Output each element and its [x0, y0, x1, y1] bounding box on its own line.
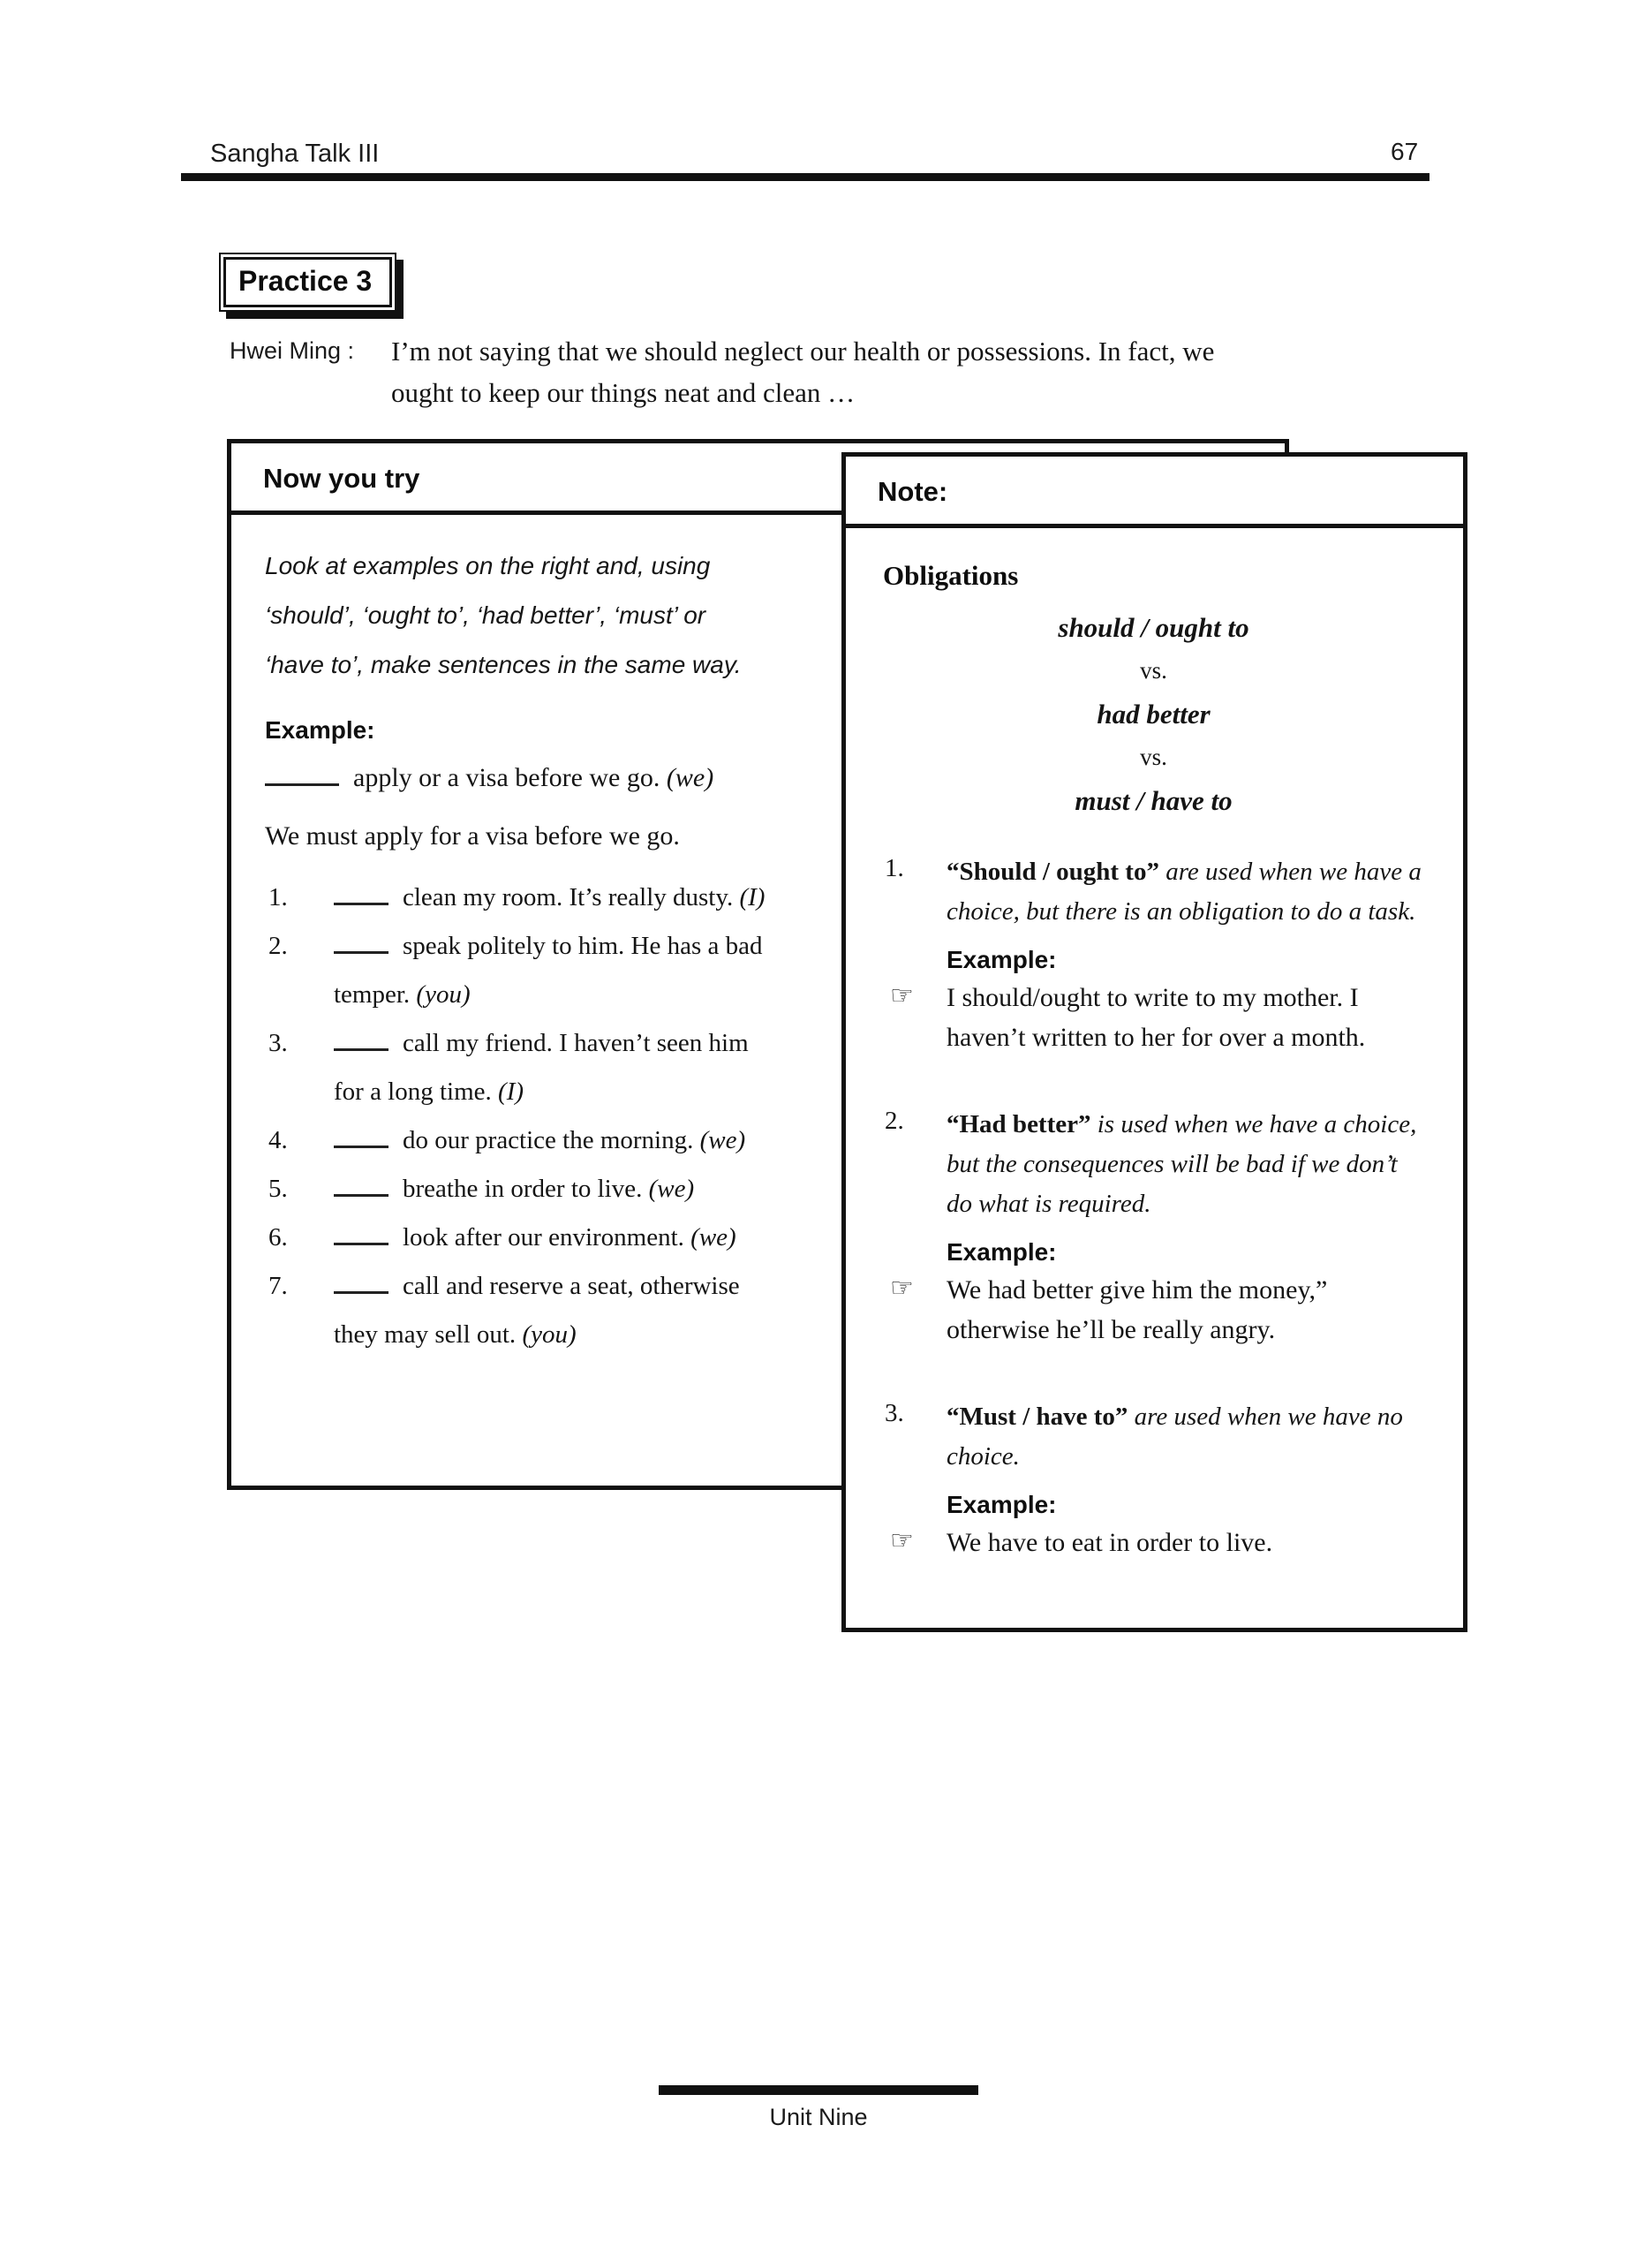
example-label: Example:	[947, 1491, 1057, 1518]
pointing-hand-icon: ☞	[890, 981, 914, 1010]
item-number: 2.	[268, 932, 288, 960]
practice-label: Practice 3	[223, 257, 392, 307]
note-example	[890, 1523, 1424, 1562]
dialogue-speech	[391, 330, 1451, 413]
footer-rule	[659, 2085, 978, 2095]
example-prompt-pronoun: (we)	[666, 763, 714, 792]
example-label: Example:	[947, 946, 1057, 973]
note-body	[846, 528, 1463, 1562]
exercise-item	[265, 1262, 782, 1359]
blank-line	[334, 1286, 388, 1294]
item-pronoun: (I)	[739, 883, 766, 911]
point-rule	[947, 1105, 1424, 1224]
note-example	[890, 978, 1424, 1057]
item-text: look after our environment.	[403, 1223, 684, 1251]
item-pronoun: (I)	[498, 1078, 524, 1106]
item-number: 5.	[268, 1175, 288, 1203]
exercise-item	[265, 1214, 782, 1262]
note-point	[883, 852, 1424, 1057]
comparison-term: had better	[1097, 699, 1211, 730]
item-text: call my friend. I haven’t seen him for a long time.	[334, 1029, 749, 1106]
example-answer: We must apply for a visa before we go.	[265, 821, 680, 851]
item-text: call and reserve a seat, otherwise they may sell out.	[334, 1272, 740, 1349]
comparison-vs: vs.	[1140, 657, 1167, 684]
dialogue-speaker: Hwei Ming :	[230, 337, 355, 364]
blank-line	[334, 1043, 388, 1051]
exercise-instructions	[265, 541, 782, 690]
blank-line	[334, 1237, 388, 1245]
dialogue-line: I’m not saying that we should neglect our health or possessions. In fact, we	[391, 336, 1215, 367]
point-rule	[947, 1397, 1424, 1477]
item-number: 4.	[268, 1126, 288, 1154]
point-number: 1.	[885, 854, 904, 882]
comparison-term: should / ought to	[1058, 612, 1249, 643]
pointing-hand-icon: ☞	[890, 1274, 914, 1303]
modal-comparison	[883, 606, 1424, 822]
header-rule	[181, 173, 1429, 181]
exercise-item	[265, 1165, 782, 1214]
item-pronoun: (you)	[416, 980, 471, 1009]
item-text: clean my room. It’s really dusty.	[403, 883, 734, 911]
note-example-text: We had better give him the money,” otherwise he’ll be really angry.	[947, 1275, 1328, 1344]
item-number: 7.	[268, 1272, 288, 1300]
example-prompt	[265, 753, 782, 803]
blank-line	[265, 778, 339, 786]
dialogue-line: ought to keep our things neat and clean …	[391, 377, 856, 408]
item-pronoun: (you)	[522, 1320, 577, 1349]
point-number: 3.	[885, 1399, 904, 1427]
point-rule-text: are used when we have no choice.	[947, 1403, 1403, 1471]
exercise-item	[265, 1019, 782, 1116]
point-rule	[947, 852, 1424, 932]
item-number: 3.	[268, 1029, 288, 1057]
note-panel	[841, 452, 1467, 1632]
example-label: Example:	[947, 1238, 1057, 1266]
instructions-line: ‘have to’, make sentences in the same way.	[265, 651, 742, 678]
exercise-list	[265, 873, 782, 1359]
note-heading: Obligations	[883, 560, 1019, 591]
example-prompt-text: apply or a visa before we go.	[353, 763, 660, 792]
point-rule-text: are used when we have a choice, but there is an obligation to do a task.	[947, 858, 1422, 926]
note-example	[890, 1270, 1424, 1350]
blank-line	[334, 946, 388, 954]
note-point	[883, 1105, 1424, 1350]
item-pronoun: (we)	[648, 1175, 695, 1203]
item-pronoun: (we)	[690, 1223, 736, 1251]
footer-unit-label: Unit Nine	[769, 2104, 868, 2130]
item-text: do our practice the morning.	[403, 1126, 694, 1154]
practice-label-box	[219, 253, 396, 312]
item-text: speak politely to him. He has a bad temper.	[334, 932, 763, 1009]
blank-line	[334, 897, 388, 905]
point-term: “Should / ought to”	[947, 858, 1159, 886]
item-pronoun: (we)	[699, 1126, 746, 1154]
item-text: breathe in order to live.	[403, 1175, 643, 1203]
instructions-line: ‘should’, ‘ought to’, ‘had better’, ‘must’ or	[265, 601, 706, 629]
exercise-item	[265, 922, 782, 1019]
blank-line	[334, 1189, 388, 1197]
page-number: 67	[1391, 138, 1419, 165]
exercise-item	[265, 1116, 782, 1165]
item-number: 1.	[268, 883, 288, 911]
note-example-text: I should/ought to write to my mother. I haven’t written to her for over a month.	[947, 983, 1366, 1052]
pointing-hand-icon: ☞	[890, 1526, 914, 1555]
now-you-try-title: Now you try	[231, 443, 1285, 515]
now-you-try-body	[231, 515, 782, 1359]
point-term: “Had better”	[947, 1110, 1091, 1138]
point-number: 2.	[885, 1107, 904, 1135]
point-term: “Must / have to”	[947, 1403, 1128, 1431]
book-title: Sangha Talk III	[210, 140, 380, 168]
note-example-text: We have to eat in order to live.	[947, 1528, 1273, 1557]
point-rule-text: is used when we have a choice, but the consequences will be bad if we don’t do what is required.	[947, 1110, 1417, 1218]
item-number: 6.	[268, 1223, 288, 1251]
exercise-item	[265, 873, 782, 922]
comparison-term: must / have to	[1075, 785, 1233, 816]
note-point	[883, 1397, 1424, 1562]
blank-line	[334, 1140, 388, 1148]
note-title: Note:	[846, 457, 1463, 528]
comparison-vs: vs.	[1140, 744, 1167, 770]
instructions-line: Look at examples on the right and, using	[265, 552, 711, 579]
example-label: Example:	[265, 716, 375, 744]
